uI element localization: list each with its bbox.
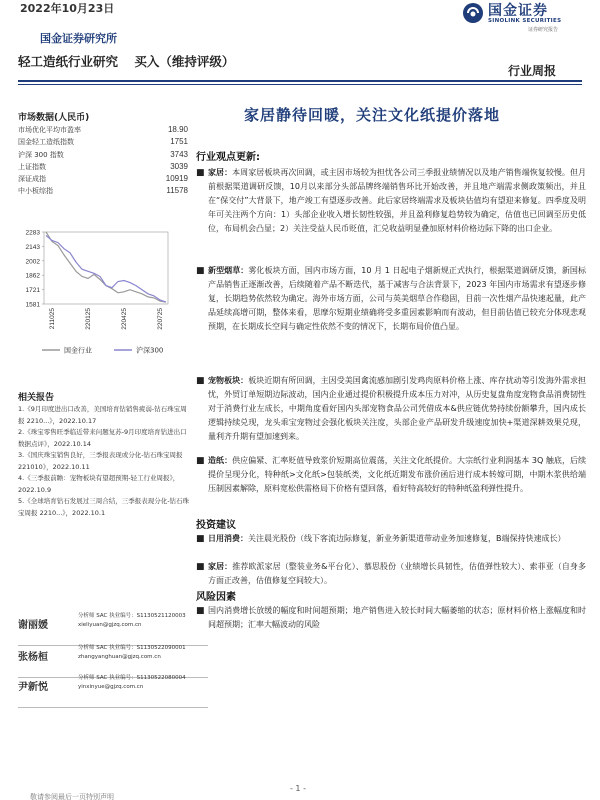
invest-home: ■ 家居：推荐欧派家居（整装业务&平台化）、慕思股份（业绩增长具韧性，估值弹性较大）、索菲亚（自身多方面正改善，估值修复空间较大）。	[196, 562, 587, 585]
invest-consumer: ■ 日用消费：关注晨光股份（线下客流边际修复，新业务新渠道带动业务加速修复，B端保持快速成长）	[196, 534, 566, 544]
page-number: - 1 -	[290, 784, 306, 793]
bullet-pet: ■ 宠物板块：板块近期有所回调，主因受美国禽流感加剧引发鸡肉原料价格上涨、库存扰动等引发海外需求担忧，外贸订单短期边际波动，国内企业通过提价积极提升成本压力对冲，从历史复盘角度宠物食品消费韧性对于消费行业左成长，中期角度看好国内头部宠物食品公司凭借成本&供应链优势持续份额攀升，国内成长逻辑持续兑现，龙头乖宝宠物过会强化板块关注度，头部企业产品研发升级速度加快+渠道深耕效果兑现，量利齐升期有望加速到来。	[196, 376, 586, 441]
report-type: 行业周报	[508, 64, 557, 78]
related-report-link[interactable]: 5.《全球培育钻石发展过三周合结，三季报表现分化-钻石珠宝周报 2210...》，2022.10.1	[18, 497, 190, 517]
market-row: 深证成指 10919	[18, 174, 188, 184]
industry-name: 轻工造纸行业研究	[18, 54, 119, 69]
index-line-chart	[18, 226, 188, 366]
legend-label: 国金行业	[64, 346, 92, 355]
x-tick-label: 211025	[49, 308, 56, 330]
section-heading-invest: 投资建议	[196, 520, 236, 531]
legend-label: 沪深300	[136, 346, 164, 355]
market-data-table	[18, 124, 188, 198]
market-row: 中小板综指 11578	[18, 186, 188, 196]
section-heading-view: 行业观点更新:	[196, 152, 260, 163]
bullet-icon: ■	[196, 376, 205, 386]
series-line-0	[46, 232, 166, 302]
bullet-icon: ■	[196, 456, 205, 466]
bullet-new-tobacco: ■ 新型烟草：雾化板块方面，国内市场方面，10 月 1 日起电子烟新规正式执行，根据渠道调研反馈，新国标产品销售正逐渐改善，后续随着产品不断迭代，基于减害与合法背景下，2023 年国内市场需求有望逐步修复，长期趋势依然较为确定。海外市场方面，公司与英美烟草合作稳固，目前一次性烟产品快速起量，此产品延续高增可期，整体来看，思摩尔短期业绩确将受多重因素影响而有波动，但目前估值已较充分体现悲观预期，在长期成长空间与确定性依然不变的情况下，长期布局价值凸显。	[196, 266, 586, 331]
related-reports-title: 相关报告	[18, 393, 55, 403]
y-tick-label: 1862	[25, 272, 40, 280]
y-tick-label: 1581	[25, 301, 40, 309]
sinolink-logo-icon	[462, 2, 484, 24]
x-tick-label: 220425	[121, 308, 128, 330]
related-report-link[interactable]: 3.《国庆珠宝销售良好，三季报表现或分化-钻石珠宝周报 221010》，2022.10.11	[18, 451, 183, 471]
header-line	[18, 52, 246, 70]
risk-item: ■ 国内消费增长放缓的幅度和时间超预期；地产销售进入较长时间大幅萎缩的状态；原材料价格上涨幅度和时间超预期；汇率大幅波动的风险	[196, 606, 586, 629]
analyst-info: 分析师 SAC 执业编号：S1130522090001 zhangyanghuan@gjzq.com.cn	[78, 645, 186, 660]
logo-text-en: SINOLINK SECURITIES	[488, 18, 562, 24]
logo-text-cn: 国金证券	[488, 3, 548, 19]
analyst-name: 尹新悦	[18, 682, 48, 693]
x-tick-label: 220125	[85, 308, 92, 330]
footer-note: 敬请参阅最后一页特别声明	[30, 793, 114, 800]
related-report-link[interactable]: 2.《珠宝零售旺季临近带来问题复苏-9月印度培育钻进出口数据点评》，2022.10.14	[18, 428, 187, 448]
analyst-name: 谢丽媛	[18, 620, 48, 631]
analyst-email[interactable]: yinxinyue@gjzq.com.cn	[78, 684, 144, 690]
bullet-paper: ■ 造纸：供应偏紧、汇率贬值导致浆价短期高位震荡，关注文化纸提价。大宗纸行业利润基本 3Q 触底，后续提价呈现分化，特种纸>文化纸>包装纸类，文化纸近期发布涨价函后进行成本转嫁可期，中期木浆供给端压制因素解除，原料宽松供需格局下价格有望回落，看好特高较好的特种纸盈利弹性提升。	[196, 456, 587, 493]
analyst-email[interactable]: zhangyanghuan@gjzq.com.cn	[78, 654, 161, 660]
header-divider	[18, 80, 582, 82]
related-report-link[interactable]: 1.《9月印度进出口改善，美国培育钻销售疲弱-钻石珠宝周报 2210...》，2022.10.17	[18, 405, 187, 425]
market-data-title: 市场数据(人民币)	[18, 113, 90, 123]
chart-plot-frame	[44, 232, 168, 304]
analyst-info: 分析师 SAC 执业编号：S1130521120003 xieliyuan@gjzq.com.cn	[78, 613, 186, 628]
analyst-email[interactable]: xieliyuan@gjzq.com.cn	[78, 622, 142, 628]
report-date: 2022年10月23日	[20, 2, 115, 15]
bullet-icon: ■	[196, 168, 205, 178]
market-row: 市场优化平均市盈率 18.90	[18, 125, 188, 134]
bullet-icon: ■	[196, 534, 205, 544]
series-line-1	[46, 235, 166, 302]
institute-name: 国金证券研究所	[40, 32, 117, 45]
market-row: 国金轻工造纸指数 1751	[18, 137, 188, 147]
analyst-name: 张杨桓	[18, 652, 48, 663]
section-heading-risk: 风险因素	[196, 592, 236, 603]
analyst-info: 分析师 SAC 执业编号：S1130522080004 yinxinyue@gjzq.com.cn	[78, 675, 186, 690]
market-row: 沪深 300 指数 3743	[18, 149, 188, 159]
y-tick-label: 2002	[25, 258, 40, 266]
x-tick-label: 220725	[157, 308, 164, 330]
market-row: 上证指数 3039	[18, 161, 188, 171]
header-divider-thin	[18, 84, 582, 85]
analyst-card	[18, 670, 208, 708]
bullet-icon: ■	[196, 606, 205, 616]
bullet-icon: ■	[196, 562, 205, 572]
bullet-home-furnishing: ■ 家居：本周家居板块再次回调，或主因市场较为担忧各公司三季报业绩情况以及地产销售端恢复较慢。但月前根据渠道调研反馈，10月以来部分头部品牌终端销售环比开始改善，并且地产端需求侧政策频出，并且在“保交付”大背景下，地产竣工有望逐步改善。此后家居终端需求及板块估值均有望迎来修复。四季度及明年可关注两个方向：1）头部企业收入增长韧性较强，并且盈利修复趋势较为确定，估值也已回调至历史低位，布局机会凸显；2）关注受益人民币贬值，汇兑收益明显叠加原材料价格边际下降的出口企业。	[196, 168, 587, 233]
rating: 买入（维持评级）	[134, 54, 235, 69]
report-title: 家居静待回暖，关注文化纸提价落地	[244, 106, 501, 124]
y-tick-label: 2143	[25, 243, 40, 251]
logo-subtitle: 证券研究报告	[528, 27, 559, 33]
related-report-link[interactable]: 4.《三季报前瞻：宠物板块有望超预期-轻工行业周报》，2022.10.9	[18, 474, 180, 494]
y-tick-label: 1721	[25, 287, 40, 295]
bullet-icon: ■	[196, 266, 205, 276]
y-tick-label: 2283	[25, 229, 40, 237]
related-reports-list	[18, 404, 190, 519]
